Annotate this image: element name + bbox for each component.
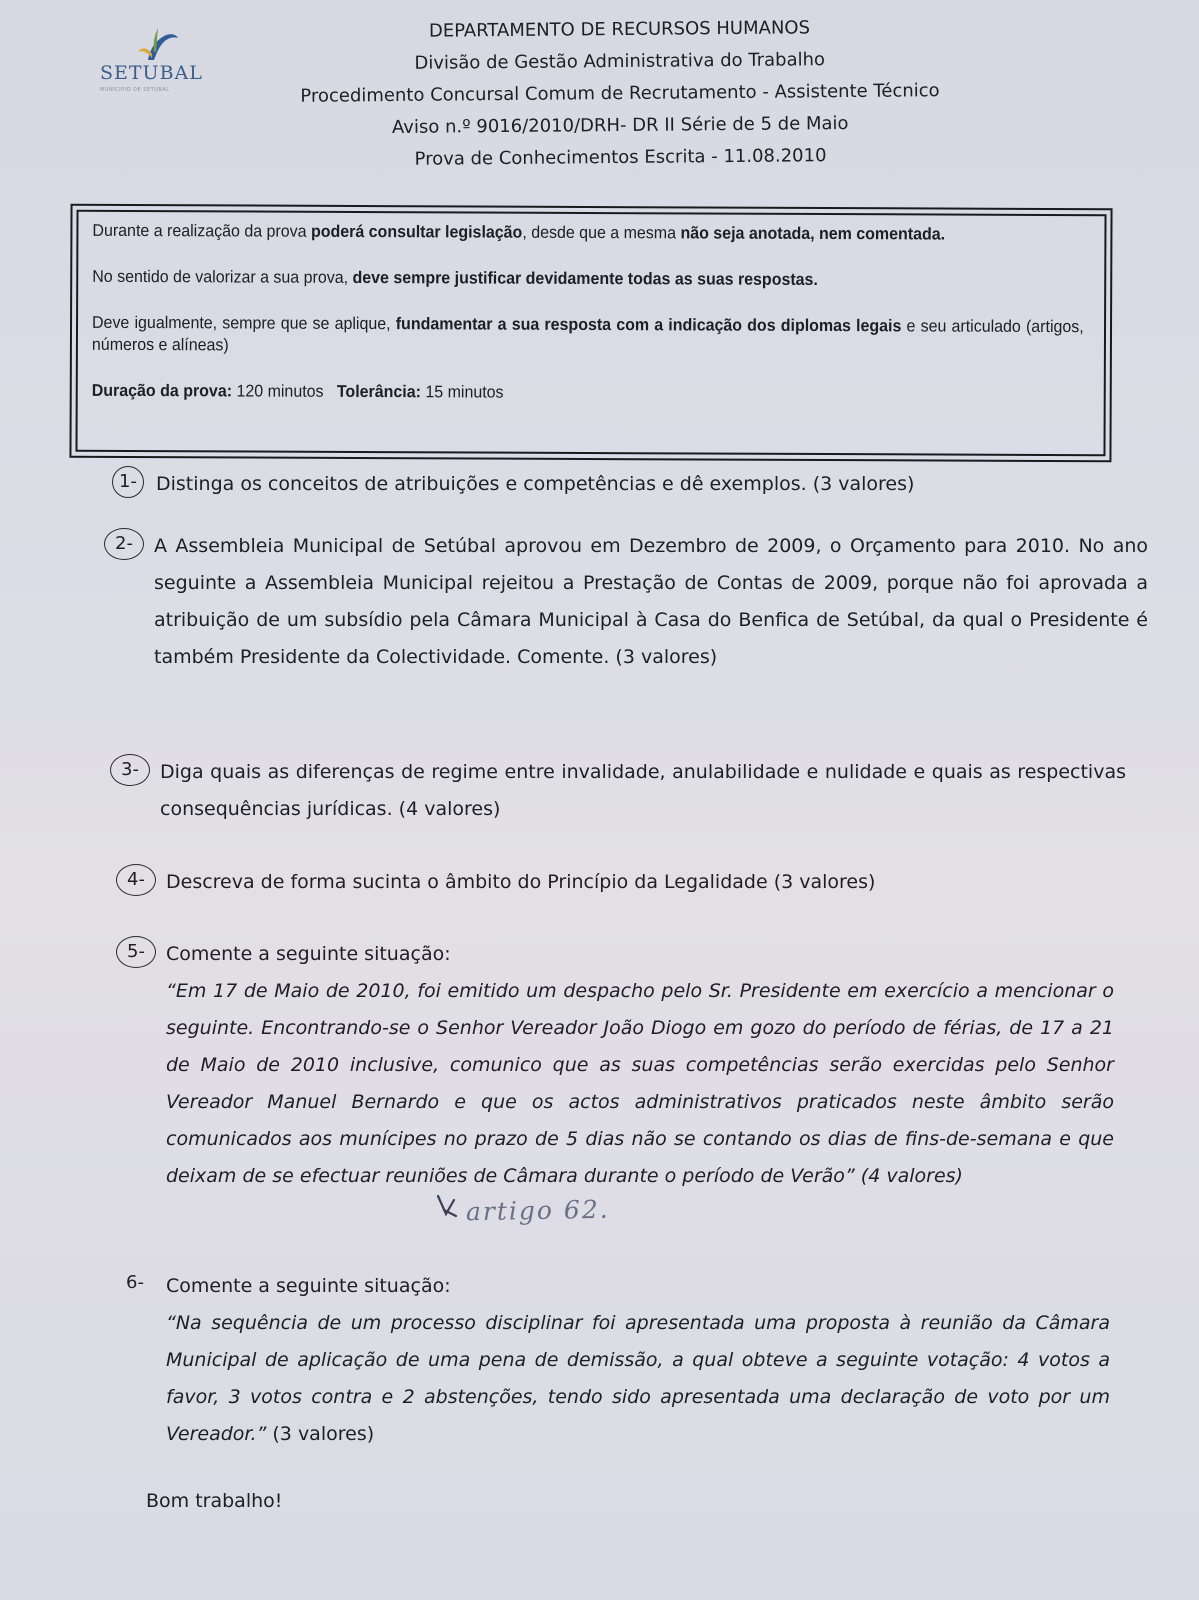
instruction-legal	[92, 312, 1084, 360]
instruction-text: No sentido de valorizar a sua prova,	[92, 266, 353, 287]
instruction-text: , desde que a mesma	[522, 222, 681, 243]
handwritten-arrow-icon	[434, 1192, 460, 1220]
instruction-bold: poderá consultar legislação	[310, 221, 523, 242]
instruction-text: e seu articulado (artigos, números e alíneas)	[91, 316, 1084, 355]
instructions-box	[69, 204, 1112, 463]
header-exam: Prova de Conhecimentos Escrita - 11.08.2010	[414, 145, 827, 170]
question-number: 5-	[116, 936, 156, 968]
duration-label: Duração da prova:	[91, 380, 233, 401]
question-number: 2-	[104, 528, 144, 560]
question-number: 4-	[116, 864, 156, 896]
instruction-duration	[92, 380, 1023, 406]
header-division: Divisão de Gestão Administrativa do Trabalho	[414, 49, 826, 74]
instruction-text: Deve igualmente, sempre que se aplique,	[92, 312, 396, 334]
question-quote-wrap	[166, 1305, 1110, 1453]
tolerance-value: 15 minutos	[420, 382, 504, 402]
question-intro: Comente a seguinte situação:	[166, 943, 451, 965]
logo-text: SETUBAL	[100, 62, 203, 84]
question-quote: “Em 17 de Maio de 2010, foi emitido um despacho pelo Sr. Presidente em exercício a mencionar o seguinte. Encontrando-se o Senhor Vereador João Diogo em gozo do período de férias, de 17 a 21 de Maio de 2010 inclusive, comunico que as suas competências serão exercidas pelo Senhor Vereador Manuel Bernardo e que os actos administrativos praticados neste âmbito serão comunicados aos munícipes no prazo de 5 dias não se contando os dias de fins-de-semana e que deixam de se efectuar reuniões de Câmara durante o período de Verão” (4 valores)	[166, 980, 1114, 1187]
question-intro: Comente a seguinte situação:	[166, 1275, 451, 1297]
question-number: 3-	[110, 754, 150, 786]
question-quote: “Na sequência de um processo disciplinar foi apresentada uma proposta à reunião da Câmara Municipal de aplicação de uma pena de demissão, a qual obteve a seguinte votação: 4 votos a favor, 3 votos contra e 2 abstenções, tendo sido apresentada uma declaração de voto por um Vereador.”	[166, 1312, 1110, 1445]
tolerance-label: Tolerância:	[336, 381, 421, 402]
duration-value: 120 minutos	[232, 381, 324, 401]
question-text: A Assembleia Municipal de Setúbal aprovou em Dezembro de 2009, o Orçamento para 2010. No ano seguinte a Assembleia Municipal rejeitou a Prestação de Contas de 2009, porque não foi aprovada a atribuição de um subsídio pela Câmara Municipal à Casa do Benfica de Setúbal, da qual o Presidente é também Presidente da Colectividade. Comente. (3 valores)	[154, 535, 1148, 668]
logo-emblem-icon	[134, 22, 182, 62]
logo-tagline: MUNICIPIO DE SETUBAL	[100, 87, 170, 93]
question-text: Descreva de forma sucinta o âmbito do Princípio da Legalidade (3 valores)	[166, 871, 876, 893]
question-content	[166, 1268, 1110, 1453]
instruction-bold: deve sempre justificar devidamente todas as suas respostas.	[352, 267, 818, 289]
question-score: (3 valores)	[266, 1423, 375, 1445]
instruction-consult	[92, 220, 1023, 246]
closing-text: Bom trabalho!	[146, 1490, 283, 1512]
question-number: 1-	[112, 466, 144, 498]
question-text: Distinga os conceitos de atribuições e competências e dê exemplos. (3 valores)	[156, 473, 915, 495]
header-department: DEPARTAMENTO DE RECURSOS HUMANOS	[428, 17, 811, 42]
question-text: Diga quais as diferenças de regime entre invalidade, anulabilidade e nulidade e quais as respectivas consequências jurídicas. (4 valores)	[160, 761, 1126, 820]
header-notice: Aviso n.º 9016/2010/DRH- DR II Série de 5 de Maio	[391, 113, 849, 138]
setubal-logo	[98, 22, 218, 102]
instructions-text	[91, 220, 1084, 430]
instruction-justify	[92, 266, 1023, 292]
header-procedure: Procedimento Concursal Comum de Recrutamento - Assistente Técnico	[300, 80, 940, 107]
document-header	[239, 11, 1000, 178]
question-content	[166, 936, 1114, 1195]
question-number: 6-	[126, 1272, 144, 1293]
handwritten-note: artigo 62.	[465, 1194, 610, 1227]
instruction-bold: não seja anotada, nem comentada.	[680, 223, 946, 244]
instruction-bold: fundamentar a sua resposta com a indicação dos diplomas legais	[395, 314, 902, 336]
instruction-text: Durante a realização da prova	[92, 220, 312, 241]
